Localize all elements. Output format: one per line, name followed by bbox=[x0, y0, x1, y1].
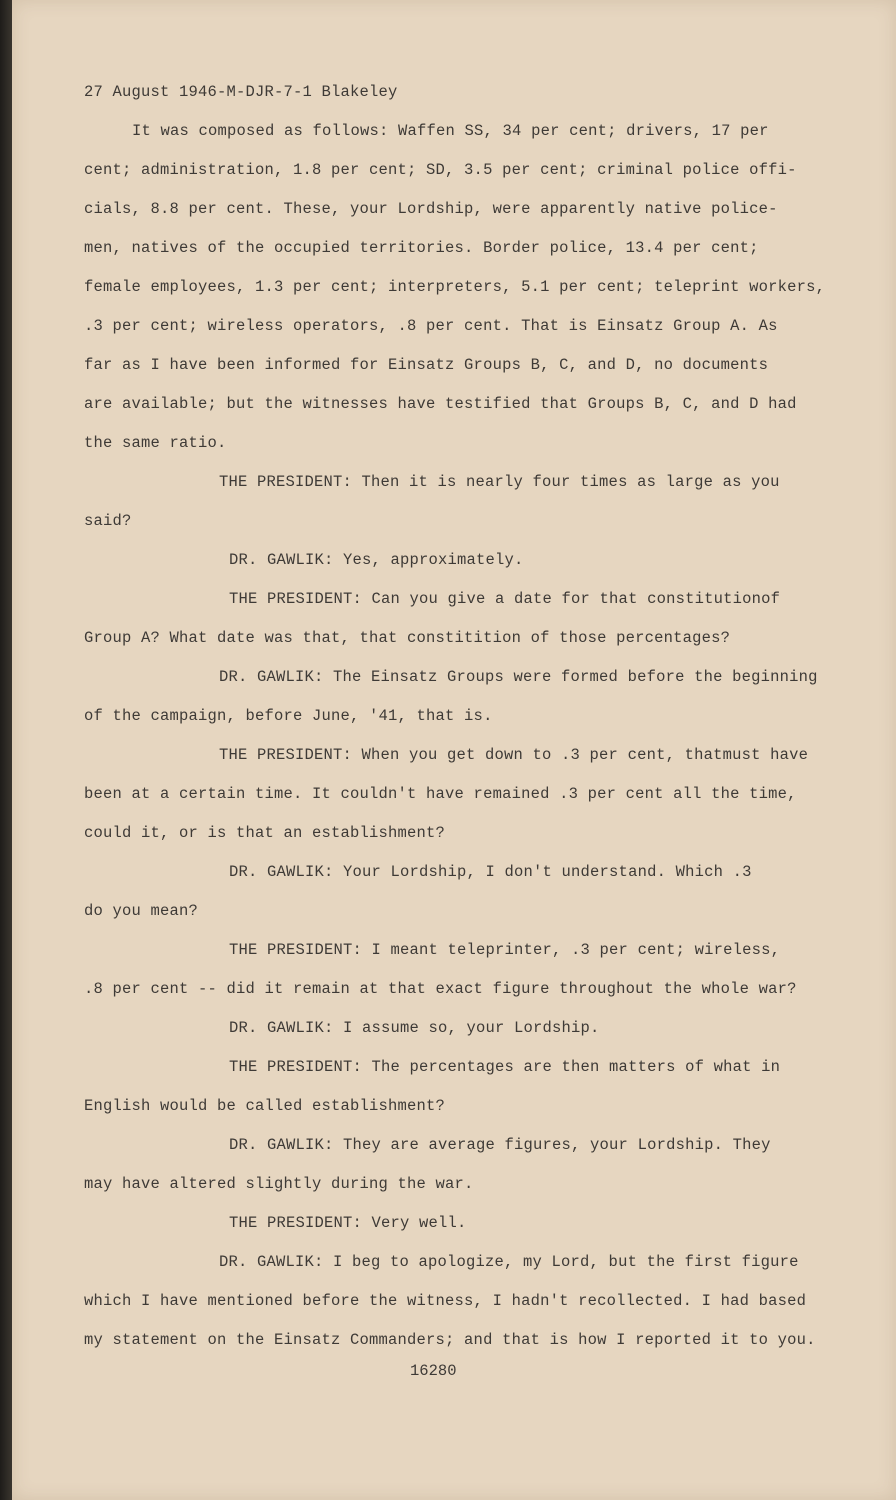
speaker-line: DR. GAWLIK: I beg to apologize, my Lord, but the first figure bbox=[219, 1253, 799, 1271]
text-line: may have altered slightly during the war. bbox=[84, 1175, 474, 1193]
speaker-line: THE PRESIDENT: I meant teleprinter, .3 per cent; wireless, bbox=[229, 941, 781, 959]
text-line: of the campaign, before June, '41, that is. bbox=[84, 707, 493, 725]
text-line: which I have mentioned before the witness, I hadn't recollected. I had based bbox=[84, 1292, 807, 1310]
text-line: English would be called establishment? bbox=[84, 1097, 446, 1115]
text-line: men, natives of the occupied territories. Border police, 13.4 per cent; bbox=[84, 239, 759, 257]
text-line: It was composed as follows: Waffen SS, 34 per cent; drivers, 17 per bbox=[132, 122, 769, 140]
text-line: my statement on the Einsatz Commanders; and that is how I reported it to you. bbox=[84, 1331, 816, 1349]
document-header: 27 August 1946-M-DJR-7-1 Blakeley bbox=[84, 83, 398, 101]
speaker-line: DR. GAWLIK: Yes, approximately. bbox=[229, 551, 524, 569]
transcript-text bbox=[84, 78, 844, 1365]
text-line: could it, or is that an establishment? bbox=[84, 824, 446, 842]
text-line: do you mean? bbox=[84, 902, 199, 920]
text-line: cials, 8.8 per cent. These, your Lordship, were apparently native police- bbox=[84, 200, 778, 218]
text-line: been at a certain time. It couldn't have remained .3 per cent all the time, bbox=[84, 785, 797, 803]
speaker-line: THE PRESIDENT: Very well. bbox=[229, 1214, 467, 1232]
speaker-line: DR. GAWLIK: Your Lordship, I don't understand. Which .3 bbox=[229, 863, 752, 881]
speaker-line: THE PRESIDENT: Can you give a date for that constitutionof bbox=[229, 590, 781, 608]
speaker-line: THE PRESIDENT: The percentages are then matters of what in bbox=[229, 1058, 781, 1076]
speaker-line: DR. GAWLIK: They are average figures, your Lordship. They bbox=[229, 1136, 771, 1154]
speaker-line: DR. GAWLIK: The Einsatz Groups were formed before the beginning bbox=[219, 668, 818, 686]
text-line: the same ratio. bbox=[84, 434, 227, 452]
speaker-line: THE PRESIDENT: Then it is nearly four times as large as you bbox=[219, 473, 780, 491]
page-number: 16280 bbox=[410, 1362, 457, 1380]
speaker-line: THE PRESIDENT: When you get down to .3 per cent, thatmust have bbox=[219, 746, 809, 764]
text-line: female employees, 1.3 per cent; interpreters, 5.1 per cent; teleprint workers, bbox=[84, 278, 826, 296]
page-edge bbox=[0, 0, 12, 1500]
text-line: far as I have been informed for Einsatz Groups B, C, and D, no documents bbox=[84, 356, 769, 374]
text-line: said? bbox=[84, 512, 132, 530]
speaker-line: DR. GAWLIK: I assume so, your Lordship. bbox=[229, 1019, 600, 1037]
text-line: are available; but the witnesses have testified that Groups B, C, and D had bbox=[84, 395, 797, 413]
text-line: .8 per cent -- did it remain at that exact figure throughout the whole war? bbox=[84, 980, 797, 998]
text-line: .3 per cent; wireless operators, .8 per cent. That is Einsatz Group A. As bbox=[84, 317, 778, 335]
text-line: Group A? What date was that, that constitition of those percentages? bbox=[84, 629, 731, 647]
text-line: cent; administration, 1.8 per cent; SD, 3.5 per cent; criminal police offi- bbox=[84, 161, 797, 179]
